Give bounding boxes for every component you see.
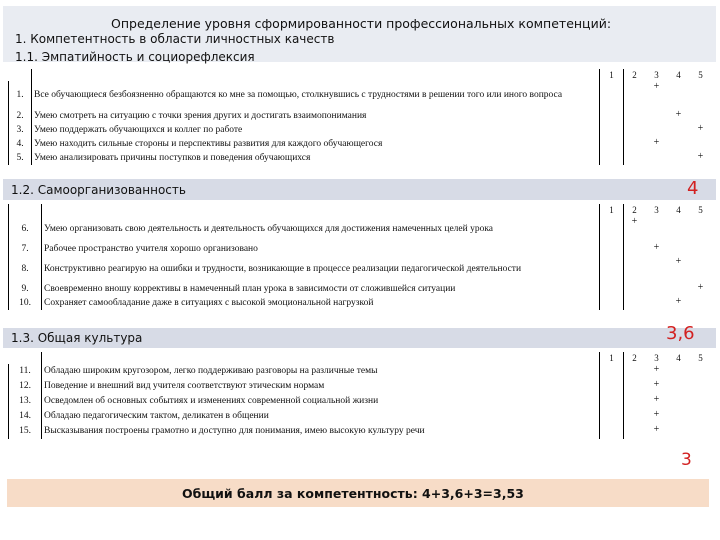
score-mark: + bbox=[675, 109, 682, 120]
scale-label-5: 5 bbox=[698, 204, 703, 215]
criterion-text: Обладаю педагогическим тактом, деликатен в общении bbox=[42, 409, 600, 424]
score-cell-4 bbox=[668, 394, 690, 409]
criterion-text: Высказывания построены грамотно и доступно для понимания, имею высокую культуру речи bbox=[42, 424, 600, 439]
score-cell-1 bbox=[600, 394, 624, 409]
score-cell-4 bbox=[668, 379, 690, 394]
scale-label-3: 3 bbox=[654, 69, 659, 80]
score-cell-3 bbox=[646, 123, 668, 137]
score-cell-4 bbox=[668, 282, 690, 296]
scale-label-4: 4 bbox=[676, 204, 681, 215]
score-cell-5 bbox=[690, 216, 712, 242]
table-empathy bbox=[8, 69, 712, 165]
score-cell-5 bbox=[690, 409, 712, 424]
scale-label-3: 3 bbox=[654, 204, 659, 215]
criterion-text: Конструктивно реагирую на ошибки и трудности, возникающие в процессе реализации педагогической деятельности bbox=[42, 256, 600, 282]
criterion-number: 12. bbox=[9, 379, 42, 394]
scale-label-5: 5 bbox=[698, 352, 703, 363]
score-mark: + bbox=[653, 424, 660, 435]
criterion-number: 3. bbox=[9, 123, 32, 137]
score-cell-4 bbox=[668, 216, 690, 242]
page-title: Определение уровня сформированности профессиональных компетенций: bbox=[111, 16, 612, 31]
criterion-text: Обладаю широким кругозором, легко поддерживаю разговоры на различные темы bbox=[42, 364, 600, 379]
criterion-row bbox=[9, 242, 712, 256]
score-cell-5 bbox=[690, 364, 712, 379]
score-mark: + bbox=[653, 137, 660, 148]
criterion-text: Умею анализировать причины поступков и поведения обучающихся bbox=[32, 151, 600, 165]
criterion-text: Умею поддержать обучающихся и коллег по работе bbox=[32, 123, 600, 137]
score-cell-3 bbox=[646, 151, 668, 165]
score-cell-1 bbox=[600, 123, 624, 137]
criterion-text: Умею находить сильные стороны и перспективы развития для каждого обучающегося bbox=[32, 137, 600, 151]
score-cell-2 bbox=[624, 394, 646, 409]
section-title-self-organization: 1.2. Самоорганизованность bbox=[11, 183, 186, 197]
table-general-culture bbox=[8, 352, 712, 439]
subsection-title: 1.1. Эмпатийность и социорефлексия bbox=[15, 50, 255, 64]
score-mark: + bbox=[653, 81, 660, 92]
score-cell-2 bbox=[624, 409, 646, 424]
score-cell-1 bbox=[600, 109, 624, 123]
score-cell-2 bbox=[624, 256, 646, 282]
scale-label-2: 2 bbox=[632, 204, 637, 215]
table-self-organization bbox=[8, 204, 712, 310]
score-mark: + bbox=[697, 282, 704, 293]
score-cell-2 bbox=[624, 81, 646, 109]
scale-label-1: 1 bbox=[600, 69, 624, 81]
criterion-row bbox=[9, 109, 712, 123]
criterion-row bbox=[9, 81, 712, 109]
score-mark: + bbox=[653, 242, 660, 253]
scale-label-2: 2 bbox=[632, 352, 637, 363]
score-cell-5 bbox=[690, 379, 712, 394]
criterion-text: Своевременно вношу коррективы в намеченный план урока в зависимости от сложившейся ситуации bbox=[42, 282, 600, 296]
score-cell-1 bbox=[600, 256, 624, 282]
criterion-number: 13. bbox=[9, 394, 42, 409]
scale-header-row bbox=[9, 204, 712, 216]
criterion-row bbox=[9, 296, 712, 310]
criterion-row bbox=[9, 151, 712, 165]
score-cell-4 bbox=[668, 151, 690, 165]
section-title-general-culture: 1.3. Общая культура bbox=[11, 331, 143, 345]
criterion-text: Рабочее пространство учителя хорошо организовано bbox=[42, 242, 600, 256]
score-cell-5 bbox=[690, 81, 712, 109]
score-mark: + bbox=[697, 123, 704, 134]
score-cell-4 bbox=[668, 242, 690, 256]
score-cell-2 bbox=[624, 242, 646, 256]
header-blank-cell bbox=[32, 69, 600, 81]
criterion-text: Осведомлен об основных событиях и изменениях современной социальной жизни bbox=[42, 394, 600, 409]
criterion-row bbox=[9, 216, 712, 242]
score-cell-4 bbox=[668, 424, 690, 439]
criterion-row bbox=[9, 394, 712, 409]
score-cell-4 bbox=[668, 409, 690, 424]
criterion-number: 6. bbox=[9, 216, 42, 242]
score-cell-5 bbox=[690, 137, 712, 151]
score-cell-1 bbox=[600, 137, 624, 151]
score-cell-5 bbox=[690, 394, 712, 409]
criterion-row bbox=[9, 256, 712, 282]
score-mark: + bbox=[653, 394, 660, 405]
score-cell-2 bbox=[624, 364, 646, 379]
criterion-row bbox=[9, 137, 712, 151]
criterion-row bbox=[9, 364, 712, 379]
score-cell-3 bbox=[646, 296, 668, 310]
score-cell-2 bbox=[624, 379, 646, 394]
section-band-general-culture bbox=[3, 328, 716, 348]
score-cell-5 bbox=[690, 242, 712, 256]
score-cell-4 bbox=[668, 81, 690, 109]
score-cell-5 bbox=[690, 256, 712, 282]
score-cell-4 bbox=[668, 123, 690, 137]
section-score-general-culture: 3,6 bbox=[666, 323, 695, 344]
score-mark: + bbox=[675, 256, 682, 267]
criterion-number: 11. bbox=[9, 364, 42, 379]
total-score-banner bbox=[7, 479, 709, 507]
section-band-self-organization bbox=[3, 179, 716, 200]
scale-label-1: 1 bbox=[600, 204, 624, 216]
score-cell-1 bbox=[600, 282, 624, 296]
score-cell-1 bbox=[600, 409, 624, 424]
criterion-row bbox=[9, 123, 712, 137]
score-cell-1 bbox=[600, 151, 624, 165]
criterion-text: Умею смотреть на ситуацию с точки зрения других и достигать взаимопонимания bbox=[32, 109, 600, 123]
scale-label-3: 3 bbox=[654, 352, 659, 363]
score-cell-3 bbox=[646, 216, 668, 242]
score-mark: + bbox=[697, 151, 704, 162]
criterion-text: Все обучающиеся безбоязненно обращаются ко мне за помощью, столкнувшись с трудностями в решении того или иного вопроса bbox=[32, 81, 600, 109]
score-cell-1 bbox=[600, 379, 624, 394]
score-cell-2 bbox=[624, 123, 646, 137]
header-blank-cell bbox=[9, 352, 42, 364]
criterion-row bbox=[9, 282, 712, 296]
scale-label-2: 2 bbox=[632, 69, 637, 80]
criterion-row bbox=[9, 379, 712, 394]
score-cell-2 bbox=[624, 296, 646, 310]
criterion-number: 4. bbox=[9, 137, 32, 151]
criterion-text: Умею организовать свою деятельность и деятельность обучающихся для достижения намеченных целей урока bbox=[42, 216, 600, 242]
criterion-number: 1. bbox=[9, 81, 32, 109]
score-cell-2 bbox=[624, 137, 646, 151]
page-header bbox=[3, 6, 716, 62]
score-cell-3 bbox=[646, 282, 668, 296]
criterion-text: Сохраняет самообладание даже в ситуациях с высокой эмоциональной нагрузкой bbox=[42, 296, 600, 310]
score-cell-2 bbox=[624, 109, 646, 123]
score-mark: + bbox=[653, 409, 660, 420]
criterion-number: 14. bbox=[9, 409, 42, 424]
score-cell-1 bbox=[600, 424, 624, 439]
score-cell-3 bbox=[646, 256, 668, 282]
score-cell-5 bbox=[690, 109, 712, 123]
score-cell-3 bbox=[646, 109, 668, 123]
criterion-number: 5. bbox=[9, 151, 32, 165]
header-blank-cell bbox=[9, 204, 42, 216]
section-score-self-organization: 4 bbox=[687, 178, 699, 199]
scale-header-row bbox=[9, 69, 712, 81]
score-cell-1 bbox=[600, 81, 624, 109]
criterion-number: 9. bbox=[9, 282, 42, 296]
total-score-text: Общий балл за компетентность: 4+3,6+3=3,53 bbox=[182, 486, 524, 501]
score-mark: + bbox=[653, 364, 660, 375]
score-cell-1 bbox=[600, 296, 624, 310]
score-cell-5 bbox=[690, 424, 712, 439]
header-blank-cell bbox=[9, 69, 32, 81]
criterion-row bbox=[9, 409, 712, 424]
header-blank-cell bbox=[42, 204, 600, 216]
score-cell-4 bbox=[668, 137, 690, 151]
criterion-row bbox=[9, 424, 712, 439]
score-mark: + bbox=[675, 296, 682, 307]
score-cell-1 bbox=[600, 216, 624, 242]
section-title: 1. Компетентность в области личностных качеств bbox=[15, 32, 335, 46]
criterion-number: 2. bbox=[9, 109, 32, 123]
score-cell-1 bbox=[600, 242, 624, 256]
score-cell-4 bbox=[668, 364, 690, 379]
criterion-text: Поведение и внешний вид учителя соответствуют этическим нормам bbox=[42, 379, 600, 394]
score-cell-1 bbox=[600, 364, 624, 379]
scale-header-row bbox=[9, 352, 712, 364]
scale-label-1: 1 bbox=[600, 352, 624, 364]
scale-label-5: 5 bbox=[698, 69, 703, 80]
criterion-number: 8. bbox=[9, 256, 42, 282]
score-cell-5 bbox=[690, 296, 712, 310]
score-cell-2 bbox=[624, 282, 646, 296]
scale-label-4: 4 bbox=[676, 69, 681, 80]
score-mark: + bbox=[653, 379, 660, 390]
score-cell-2 bbox=[624, 424, 646, 439]
header-blank-cell bbox=[42, 352, 600, 364]
criterion-number: 15. bbox=[9, 424, 42, 439]
criterion-number: 7. bbox=[9, 242, 42, 256]
section-score-general-culture-result: 3 bbox=[681, 450, 692, 470]
score-cell-2 bbox=[624, 151, 646, 165]
score-mark: + bbox=[631, 216, 638, 227]
scale-label-4: 4 bbox=[676, 352, 681, 363]
criterion-number: 10. bbox=[9, 296, 42, 310]
